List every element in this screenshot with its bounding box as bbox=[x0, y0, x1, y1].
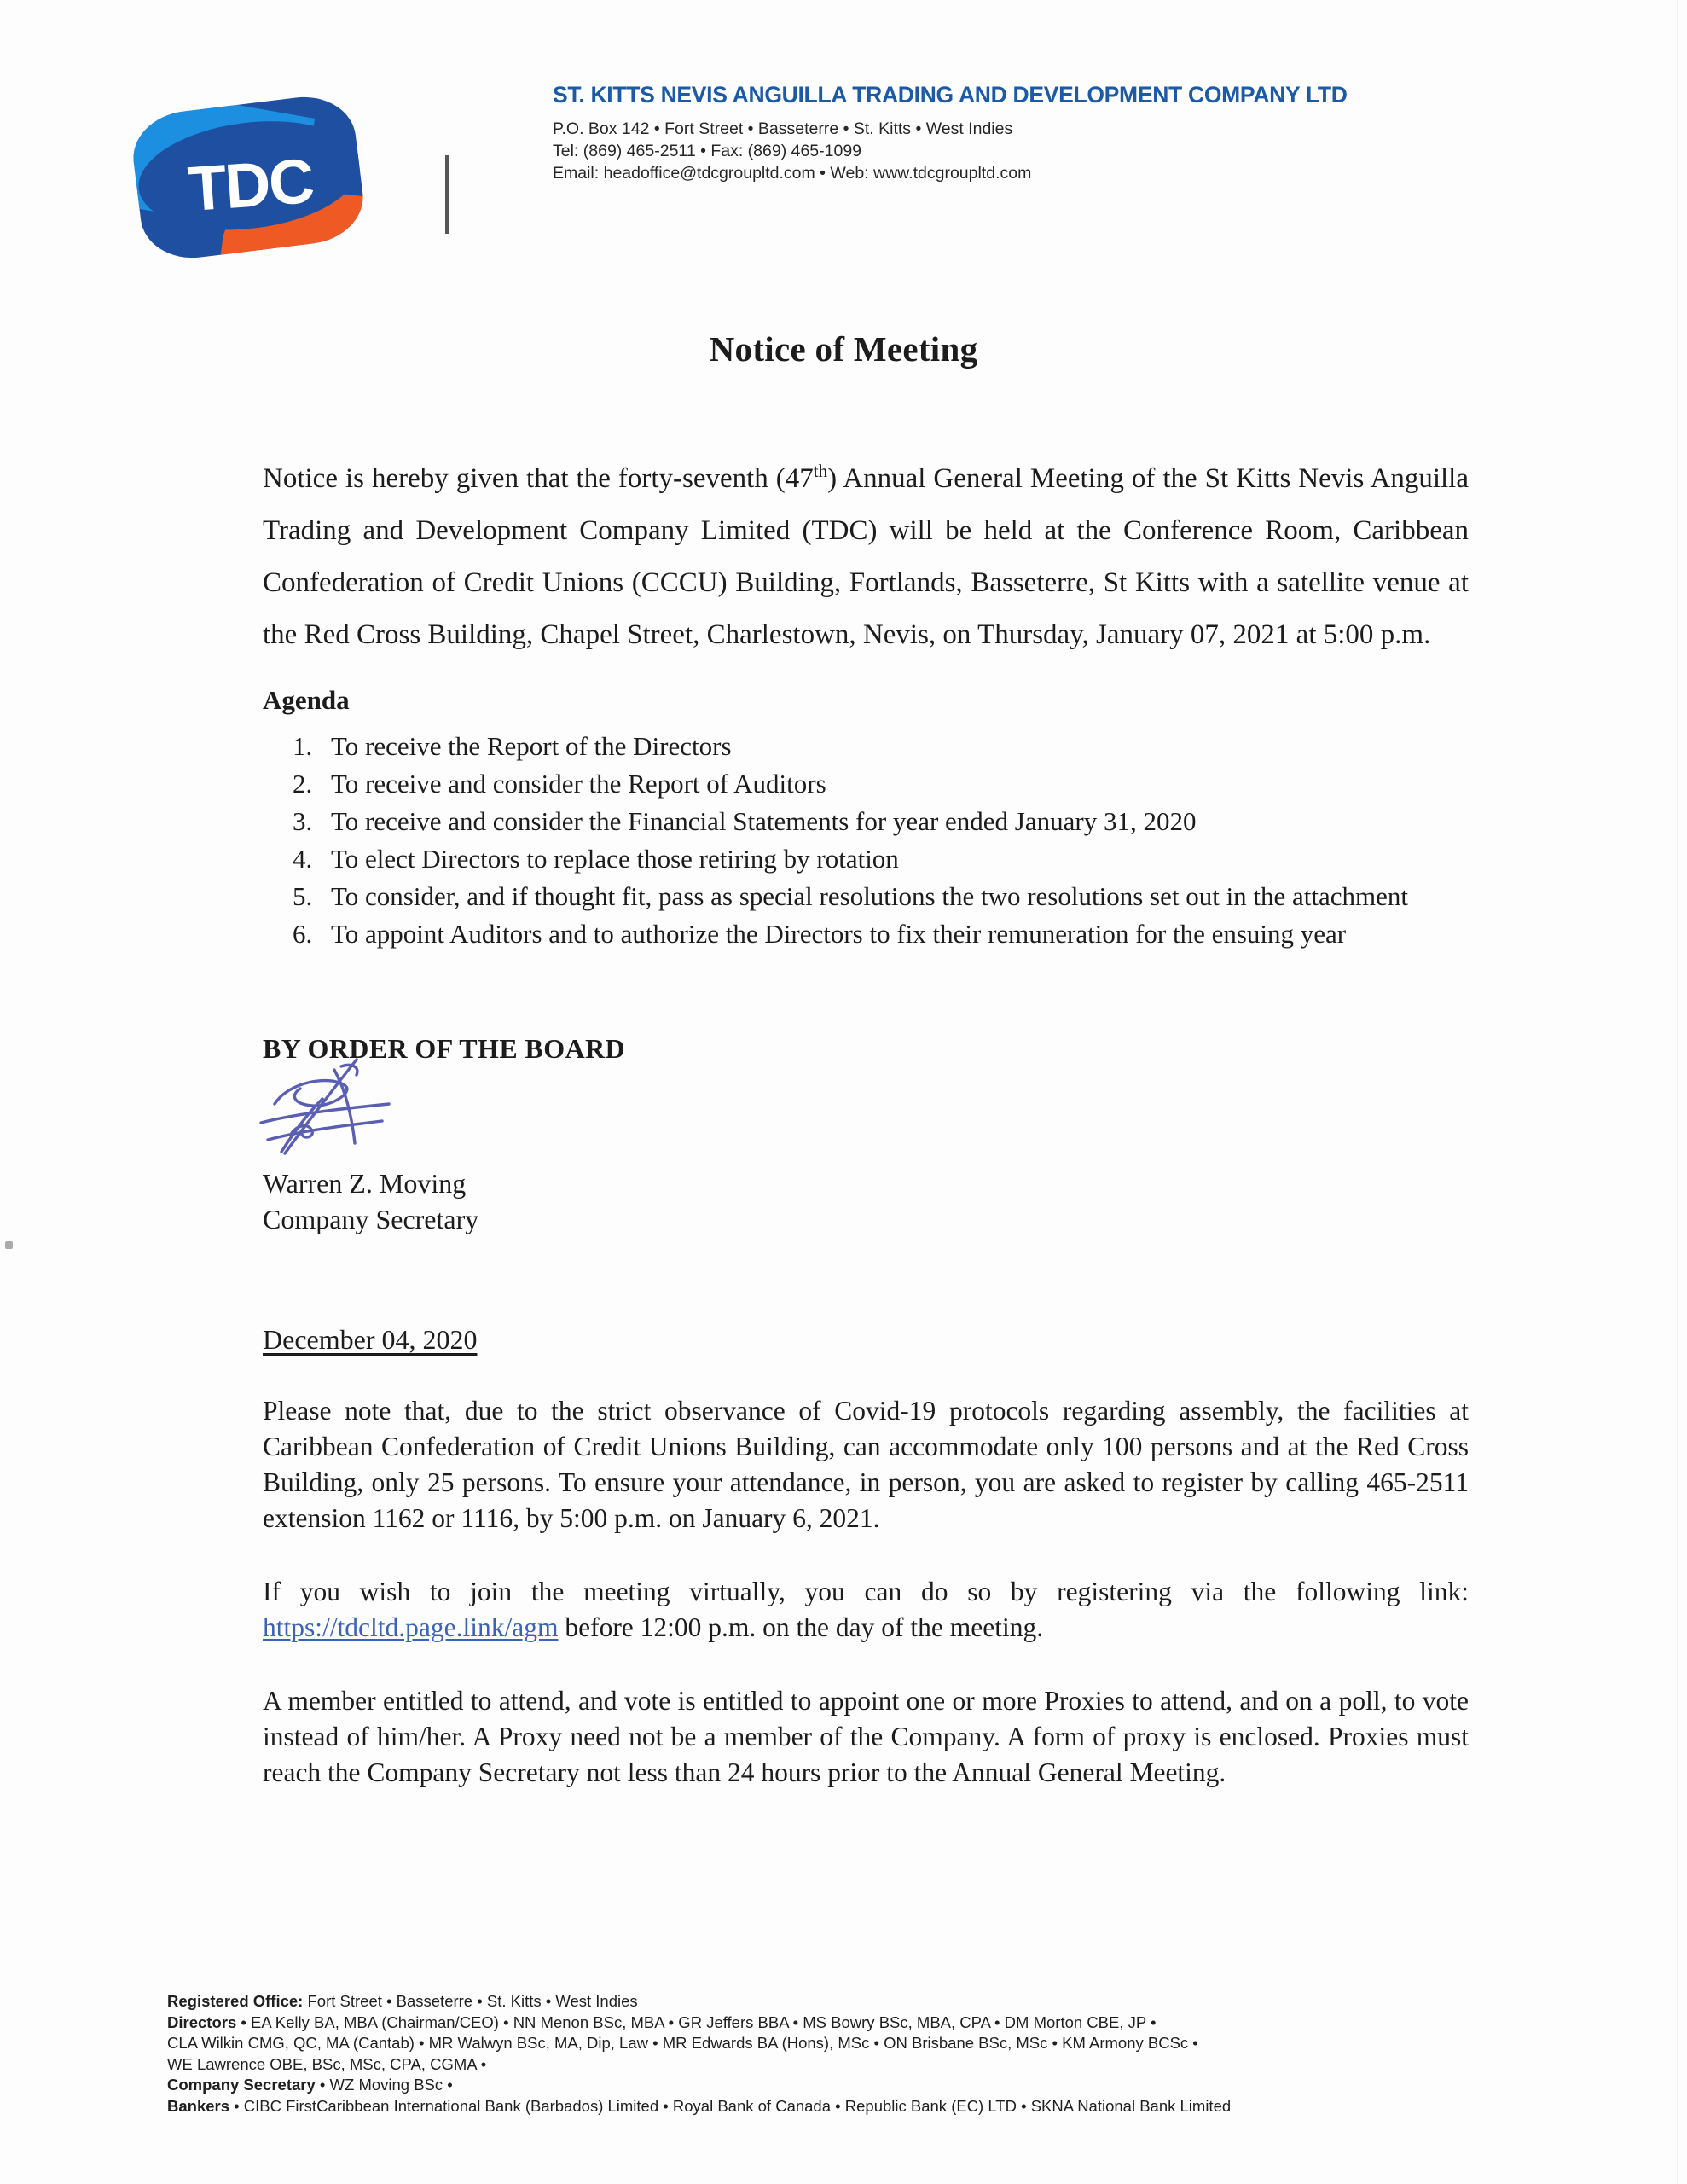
footer-company-secretary-value: • WZ Moving BSc • bbox=[315, 2076, 453, 2094]
by-order-of-the-board: BY ORDER OF THE BOARD bbox=[263, 1033, 626, 1064]
signer-name: Warren Z. Moving bbox=[263, 1168, 467, 1199]
virtual-intro-text: If you wish to join the meeting virtually, you can do so by registering via the following link: bbox=[263, 1577, 1469, 1606]
company-name: ST. KITTS NEVIS ANGUILLA TRADING AND DEVELOPMENT COMPANY LTD bbox=[553, 82, 1348, 107]
virtual-meeting-paragraph bbox=[263, 1574, 1469, 1646]
letterhead-divider bbox=[445, 155, 449, 234]
lead-part-1: Notice is hereby given that the forty-seventh (47 bbox=[263, 463, 814, 494]
ordinal-suffix: th bbox=[813, 461, 828, 481]
covid-notice-paragraph: Please note that, due to the strict observance of Covid-19 protocols regarding assembly, the facilities at Caribbean Confederation of Credit Unions Building, can accommodate only 100 persons and at the Red Cross Building, only 25 persons. To ensure your attendance, in person, you are asked to register by calling 465-2511 extension 1162 or 1116, by 5:00 p.m. on January 6, 2021. bbox=[263, 1396, 1469, 1533]
footer-registered-office bbox=[167, 1991, 1566, 2013]
agenda-item: 1. To receive the Report of the Directors bbox=[319, 729, 1469, 764]
footer-bankers bbox=[167, 2096, 1566, 2117]
footer-bankers-value: • CIBC FirstCaribbean International Bank (Barbados) Limited • Royal Bank of Canada • Republic Bank (EC) LTD • SKNA National Bank Limited bbox=[229, 2096, 1232, 2115]
agenda-item: 6. To appoint Auditors and to authorize the Directors to fix their remuneration for the ensuing year bbox=[319, 917, 1469, 951]
scan-artifact bbox=[5, 1241, 13, 1249]
footer-directors-line-2: CLA Wilkin CMG, QC, MA (Cantab) • MR Walwyn BSc, MA, Dip, Law • MR Edwards BA (Hons), MSc • ON Brisbane BSc, MSc • KM Armony BCSc • bbox=[167, 2034, 1198, 2052]
agenda-heading: Agenda bbox=[263, 685, 350, 715]
letterhead bbox=[0, 82, 1687, 261]
footer-directors-value: • EA Kelly BA, MBA (Chairman/CEO) • NN Menon BSc, MBA • GR Jeffers BBA • MS Bowry BSc, MBA, CPA • DM Morton CBE, JP • bbox=[236, 2013, 1157, 2031]
agenda-item: 2. To receive and consider the Report of Auditors bbox=[319, 767, 1469, 801]
agm-registration-link[interactable]: https://tdcltd.page.link/agm bbox=[263, 1612, 559, 1642]
footer-registered-office-value: Fort Street • Basseterre • St. Kitts • West Indies bbox=[303, 1992, 638, 2010]
footer-company-secretary bbox=[167, 2075, 1566, 2096]
lead-part-2: ) Annual General Meeting of the St Kitts Nevis Anguilla Trading and Development Company Limited (TDC) will be held at the Conference Room, Caribbean Confederation of Credit Unions (CCCU) Building, Fortlands, Basseterre, St Kitts with a satellite venue at the Red Cross Building, Chapel Street, Charlestown, Nevis, on Thursday, January 07, 2021 at 5:00 p.m. bbox=[263, 463, 1469, 650]
logo-wordmark: TDC bbox=[185, 144, 316, 224]
email-web-line: Email: headoffice@tdcgroupltd.com • Web: www.tdcgroupltd.com bbox=[553, 164, 1032, 183]
virtual-outro-text: before 12:00 p.m. on the day of the meeting. bbox=[558, 1612, 1044, 1642]
phone-line: Tel: (869) 465-2511 • Fax: (869) 465-1099 bbox=[553, 142, 862, 160]
document-body bbox=[263, 445, 1469, 1791]
document-date: December 04, 2020 bbox=[263, 1324, 478, 1355]
signature-icon bbox=[256, 1051, 452, 1162]
contact-block bbox=[553, 118, 1031, 184]
agenda-item: 4. To elect Directors to replace those retiring by rotation bbox=[319, 842, 1469, 876]
address-line: P.O. Box 142 • Fort Street • Basseterre • St. Kitts • West Indies bbox=[553, 119, 1013, 138]
signature-area bbox=[263, 1066, 1469, 1165]
tdc-logo bbox=[130, 94, 374, 261]
page-footer bbox=[167, 1991, 1566, 2117]
agenda-item: 5. To consider, and if thought fit, pass as special resolutions the two resolutions set out in the attachment bbox=[319, 880, 1469, 914]
proxy-paragraph: A member entitled to attend, and vote is entitled to appoint one or more Proxies to attend, and on a poll, to vote instead of him/her. A Proxy need not be a member of the Company. A form of proxy is enclosed. Proxies must reach the Company Secretary not less than 24 hours prior to the Annual General Meeting. bbox=[263, 1686, 1469, 1787]
footer-directors-line-3: WE Lawrence OBE, BSc, MSc, CPA, CGMA • bbox=[167, 2054, 487, 2073]
page-title: Notice of Meeting bbox=[709, 329, 978, 369]
agenda-item: 3. To receive and consider the Financial Statements for year ended January 31, 2020 bbox=[319, 804, 1469, 839]
footer-bankers-label: Bankers bbox=[167, 2096, 230, 2115]
agenda-list bbox=[263, 729, 1469, 951]
signer-role: Company Secretary bbox=[263, 1204, 479, 1234]
footer-directors-line-1 bbox=[167, 2013, 1566, 2034]
footer-directors-label: Directors bbox=[167, 2013, 237, 2031]
footer-registered-office-label: Registered Office: bbox=[167, 1992, 304, 2010]
scan-edge-line bbox=[1677, 0, 1678, 2184]
lead-paragraph bbox=[263, 445, 1469, 661]
footer-company-secretary-label: Company Secretary bbox=[167, 2076, 316, 2094]
